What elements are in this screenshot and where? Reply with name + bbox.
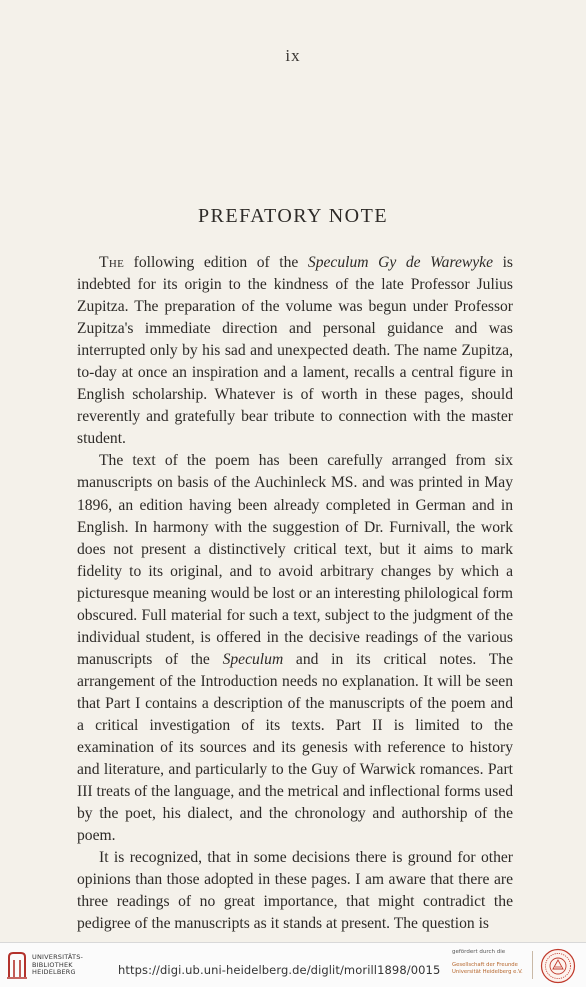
paragraph-text: It is recognized, that in some decisions there is ground for other opinions than those adopted in these pages. I am aware that there are three readings of no great importance, that might contradict the pedigree of the manuscripts as it stands at present. The question is (77, 849, 513, 933)
sponsor-line: Universität Heidelberg e.V. (452, 968, 523, 975)
sponsor-name[interactable] (452, 962, 523, 975)
body-text (77, 252, 513, 935)
paragraph-text: is indebted for its origin to the kindness of the late Professor Julius Zupitza. The preparation of the volume was begun under Professor Zupitza's immediate direction and personal guidance and was interrupted only by his sad and unexpected death. The name Zupitza, to-day at once an inspiration and a lament, recalls a central figure in English scholarship. Whatever is of worth in these pages, should reverently and gratefully bear tribute to connection with the master student. (77, 254, 513, 448)
paragraph-2 (77, 450, 513, 847)
paragraph-text: The text of the poem has been carefully arranged from six manuscripts on basis of the Auchinleck MS. and was printed in May 1896, an edition having been already completed in German and in English. In harmony with the suggestion of Dr. Furnivall, the work does not present a distinctively critical text, but it aims to mark fidelity to its original, and to avoid arbitrary changes by which a picturesque meaning would be lost or an interesting philological form obscured. Full material for such a text, subject to the judgment of the individual student, is offered in the decisive readings of the various manuscripts of the (77, 452, 513, 668)
page-title: PREFATORY NOTE (197, 205, 389, 227)
paragraph-text: following edition of the (124, 254, 308, 271)
library-column-icon (6, 951, 28, 979)
paragraph-lead: The (99, 254, 125, 271)
library-name-line: HEIDELBERG (32, 968, 76, 976)
sponsor-divider (532, 951, 533, 979)
library-name-line: UNIVERSITÄTS- (32, 953, 84, 961)
permalink-url[interactable]: https://digi.ub.uni-heidelberg.de/diglit/morill1898/0015 (118, 963, 441, 977)
paragraph-1 (77, 252, 513, 450)
paragraph-text: and in its critical notes. The arrangement of the Introduction needs no explanation. It will be seen that Part I contains a description of the manuscripts of the poem and a critical investigation of its texts. Part II is limited to the examination of its sources and its genesis with reference to history and literature, and particularly to the Guy of Warwick romances. Part III treats of the language, and the metrical and inflectional forms used by the poet, his dialect, and the chronology and authorship of the poem. (77, 650, 513, 845)
library-name (32, 954, 83, 977)
italic-title: Speculum (222, 650, 284, 668)
university-seal-icon (540, 948, 576, 984)
library-name-line: BIBLIOTHEK (32, 960, 73, 969)
sponsor-label: gefördert durch die (452, 949, 506, 955)
italic-title: Speculum Gy de Warewyke (307, 254, 494, 271)
paragraph-3 (77, 847, 513, 935)
footer-bar (0, 942, 586, 987)
sponsor-line: Gesellschaft der Freunde (452, 962, 518, 968)
page-number: ix (285, 46, 301, 65)
